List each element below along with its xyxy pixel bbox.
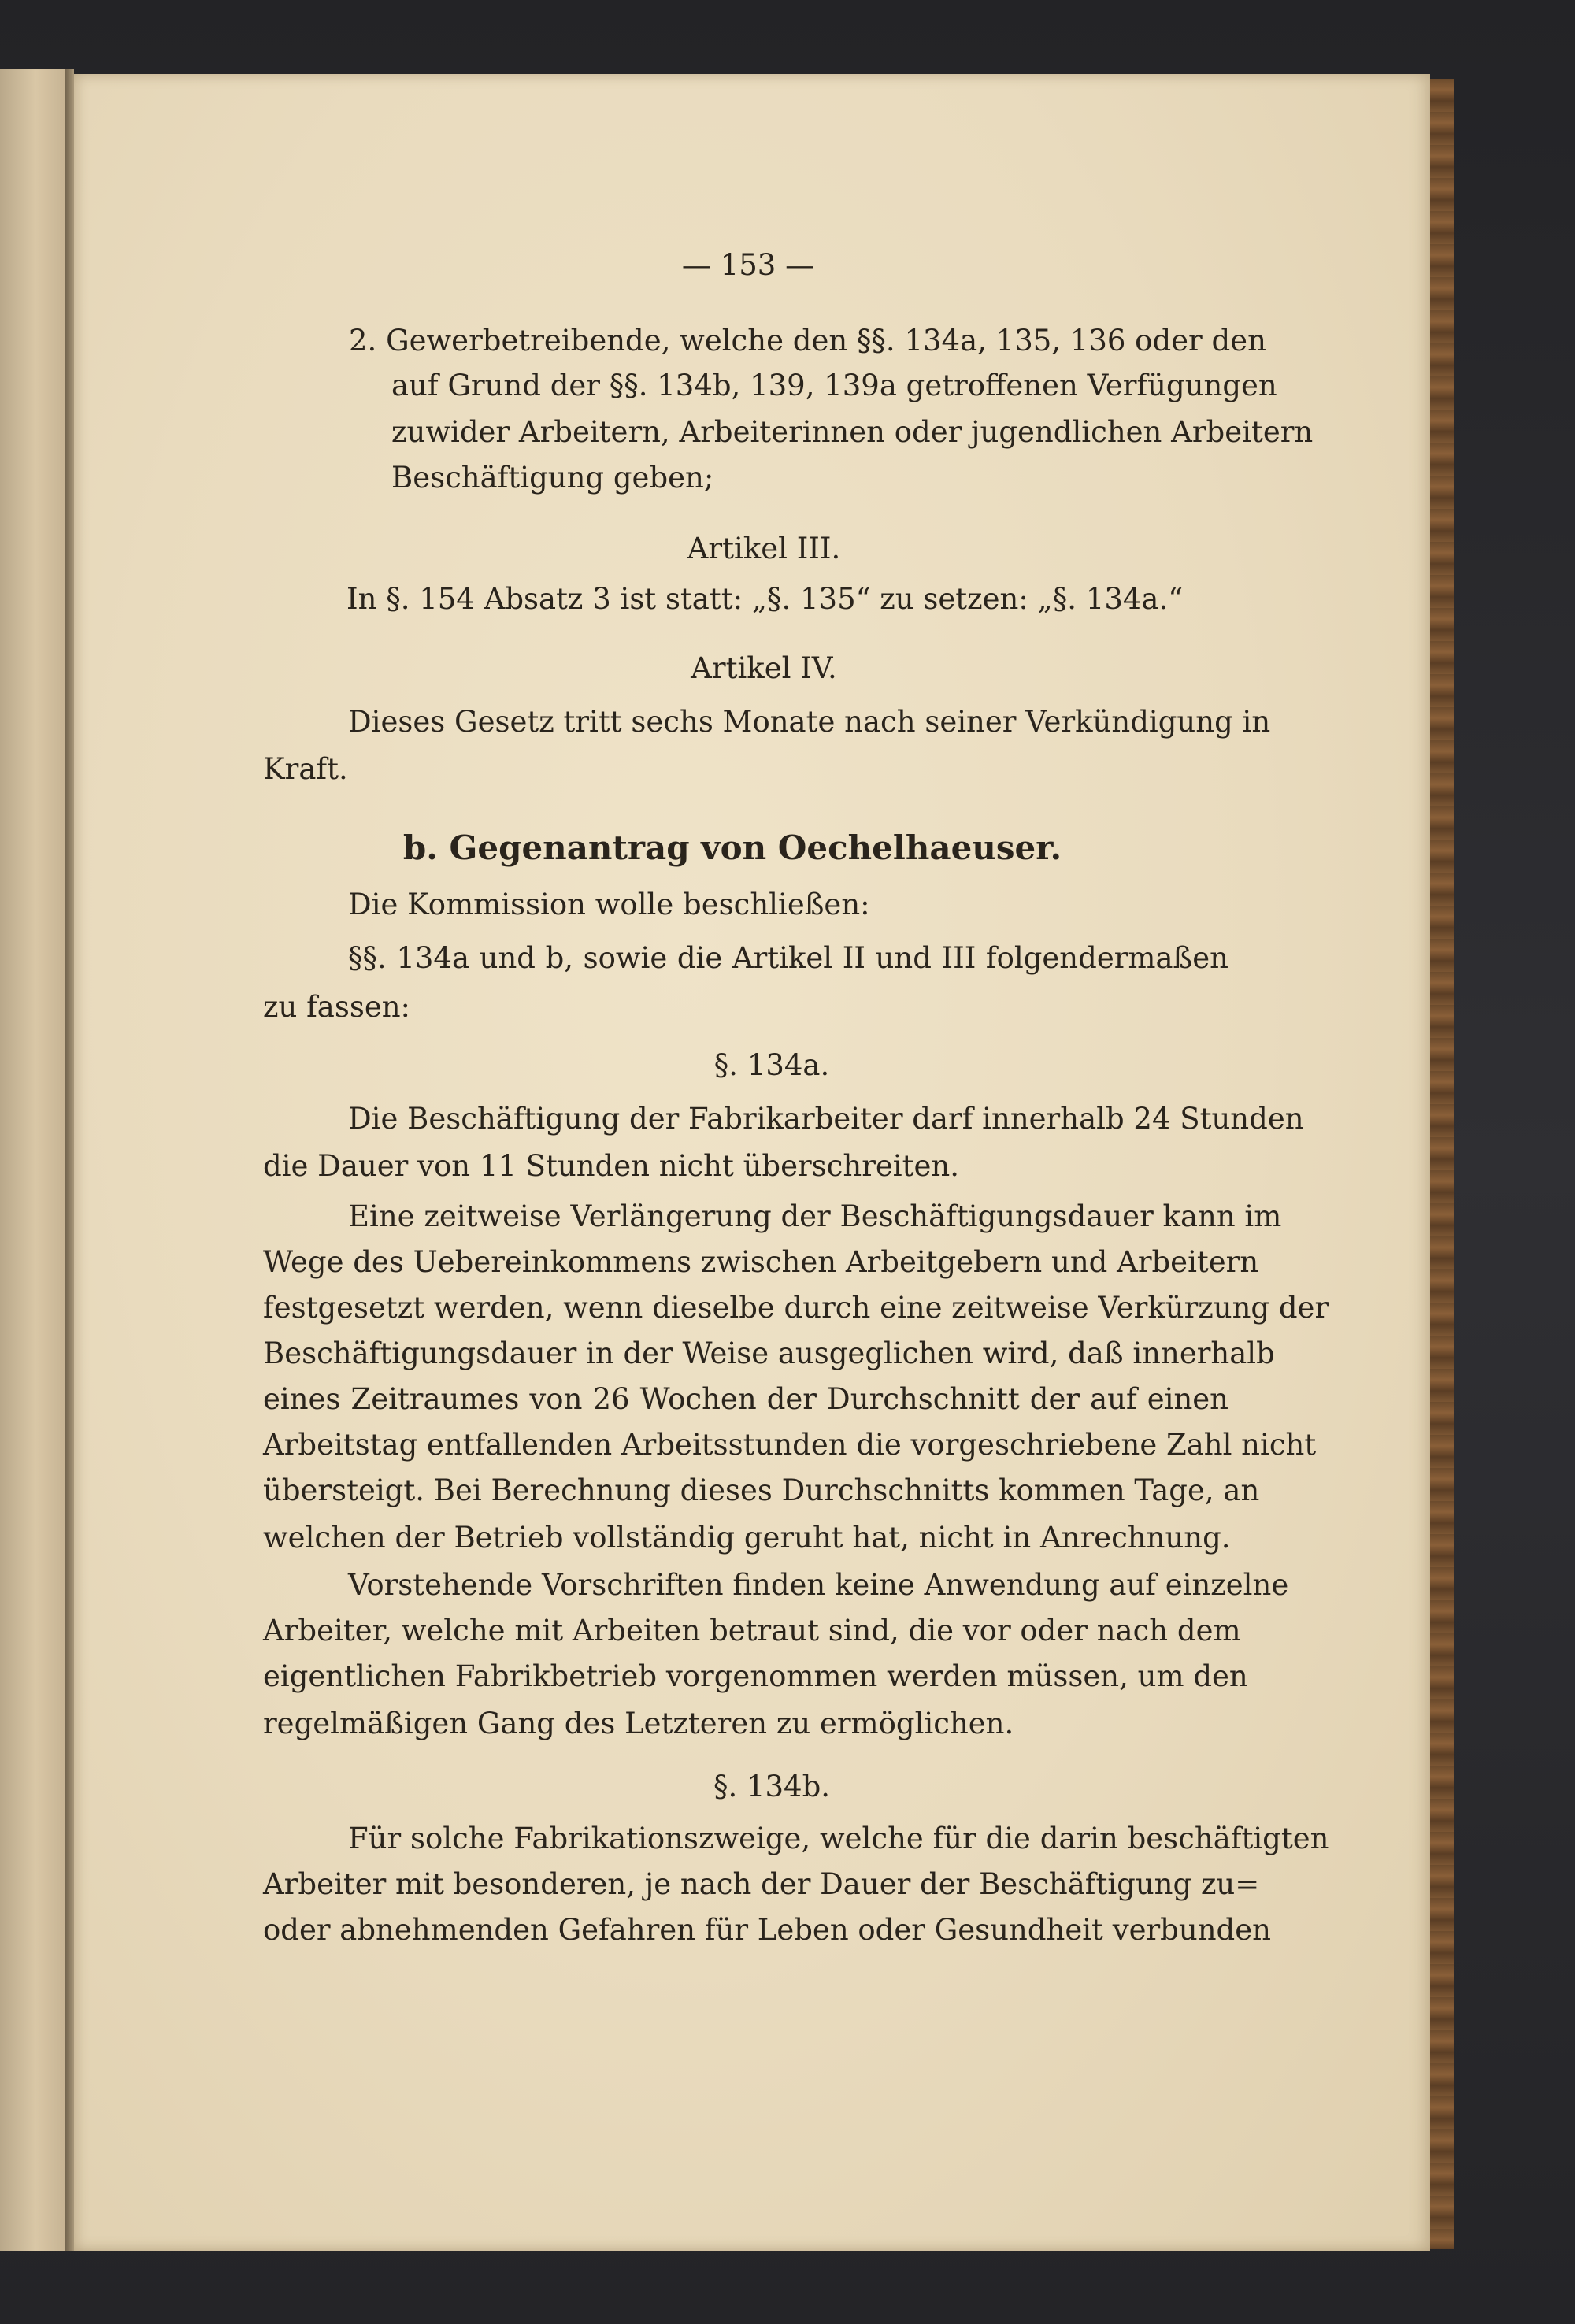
text-line: Arbeiter, welche mit Arbeiten betraut sind, die vor oder nach dem [263,1614,1241,1648]
text-line: regelmäßigen Gang des Letzteren zu ermöglichen. [263,1707,1014,1740]
text-line: die Dauer von 11 Stunden nicht überschreiten. [263,1149,959,1183]
section-heading: Artikel III. [687,532,841,565]
section-heading: Artikel IV. [691,651,837,685]
text-line: Wege des Uebereinkommens zwischen Arbeitgebern und Arbeitern [263,1245,1259,1279]
paragraph-number: §. 134a. [713,1048,830,1082]
paragraph-number: §. 134b. [713,1770,831,1803]
text-line: 2. Gewerbetreibende, welche den §§. 134a, 135, 136 oder den [349,324,1266,358]
text-line: Beschäftigungsdauer in der Weise ausgeglichen wird, daß innerhalb [263,1336,1275,1370]
text-line: Für solche Fabrikationszweige, welche für die darin beschäftigten [348,1822,1329,1855]
book-spine-edge [1430,79,1454,2249]
text-line: Die Kommission wolle beschließen: [348,888,870,921]
text-line: In §. 154 Absatz 3 ist statt: „§. 135“ zu setzen: „§. 134a.“ [346,582,1184,616]
text-line: übersteigt. Bei Berechnung dieses Durchschnitts kommen Tage, an [263,1473,1260,1507]
text-line: zu fassen: [263,990,411,1024]
text-line: Eine zeitweise Verlängerung der Beschäftigungsdauer kann im [348,1199,1282,1233]
page-number: — 153 — [681,248,815,282]
subheading: b. Gegenantrag von Oechelhaeuser. [402,828,1062,867]
text-line: Beschäftigung geben; [391,461,714,495]
text-line: Dieses Gesetz tritt sechs Monate nach seiner Verkündigung in [348,705,1271,739]
text-line: eigentlichen Fabrikbetrieb vorgenommen werden müssen, um den [263,1659,1248,1693]
text-line: Arbeitstag entfallenden Arbeitsstunden die vorgeschriebene Zahl nicht [263,1428,1317,1462]
text-line: §§. 134a und b, sowie die Artikel II und III folgendermaßen [348,941,1228,975]
text-line: welchen der Betrieb vollständig geruht hat, nicht in Anrechnung. [263,1521,1231,1555]
text-line: auf Grund der §§. 134b, 139, 139a getroffenen Verfügungen [391,369,1277,402]
book-gutter [65,69,74,2251]
text-line: oder abnehmenden Gefahren für Leben oder Gesundheit verbunden [263,1913,1271,1947]
text-line: zuwider Arbeitern, Arbeiterinnen oder jugendlichen Arbeitern [391,415,1314,449]
text-line: Arbeiter mit besonderen, je nach der Dauer der Beschäftigung zu= [263,1867,1260,1901]
text-line: Die Beschäftigung der Fabrikarbeiter darf innerhalb 24 Stunden [348,1102,1304,1136]
text-line: festgesetzt werden, wenn dieselbe durch eine zeitweise Verkürzung der [263,1291,1329,1325]
text-line: eines Zeitraumes von 26 Wochen der Durchschnitt der auf einen [263,1382,1228,1416]
text-line: Vorstehende Vorschriften finden keine Anwendung auf einzelne [348,1568,1289,1602]
previous-page-edge [0,69,67,2251]
text-line: Kraft. [263,752,348,786]
